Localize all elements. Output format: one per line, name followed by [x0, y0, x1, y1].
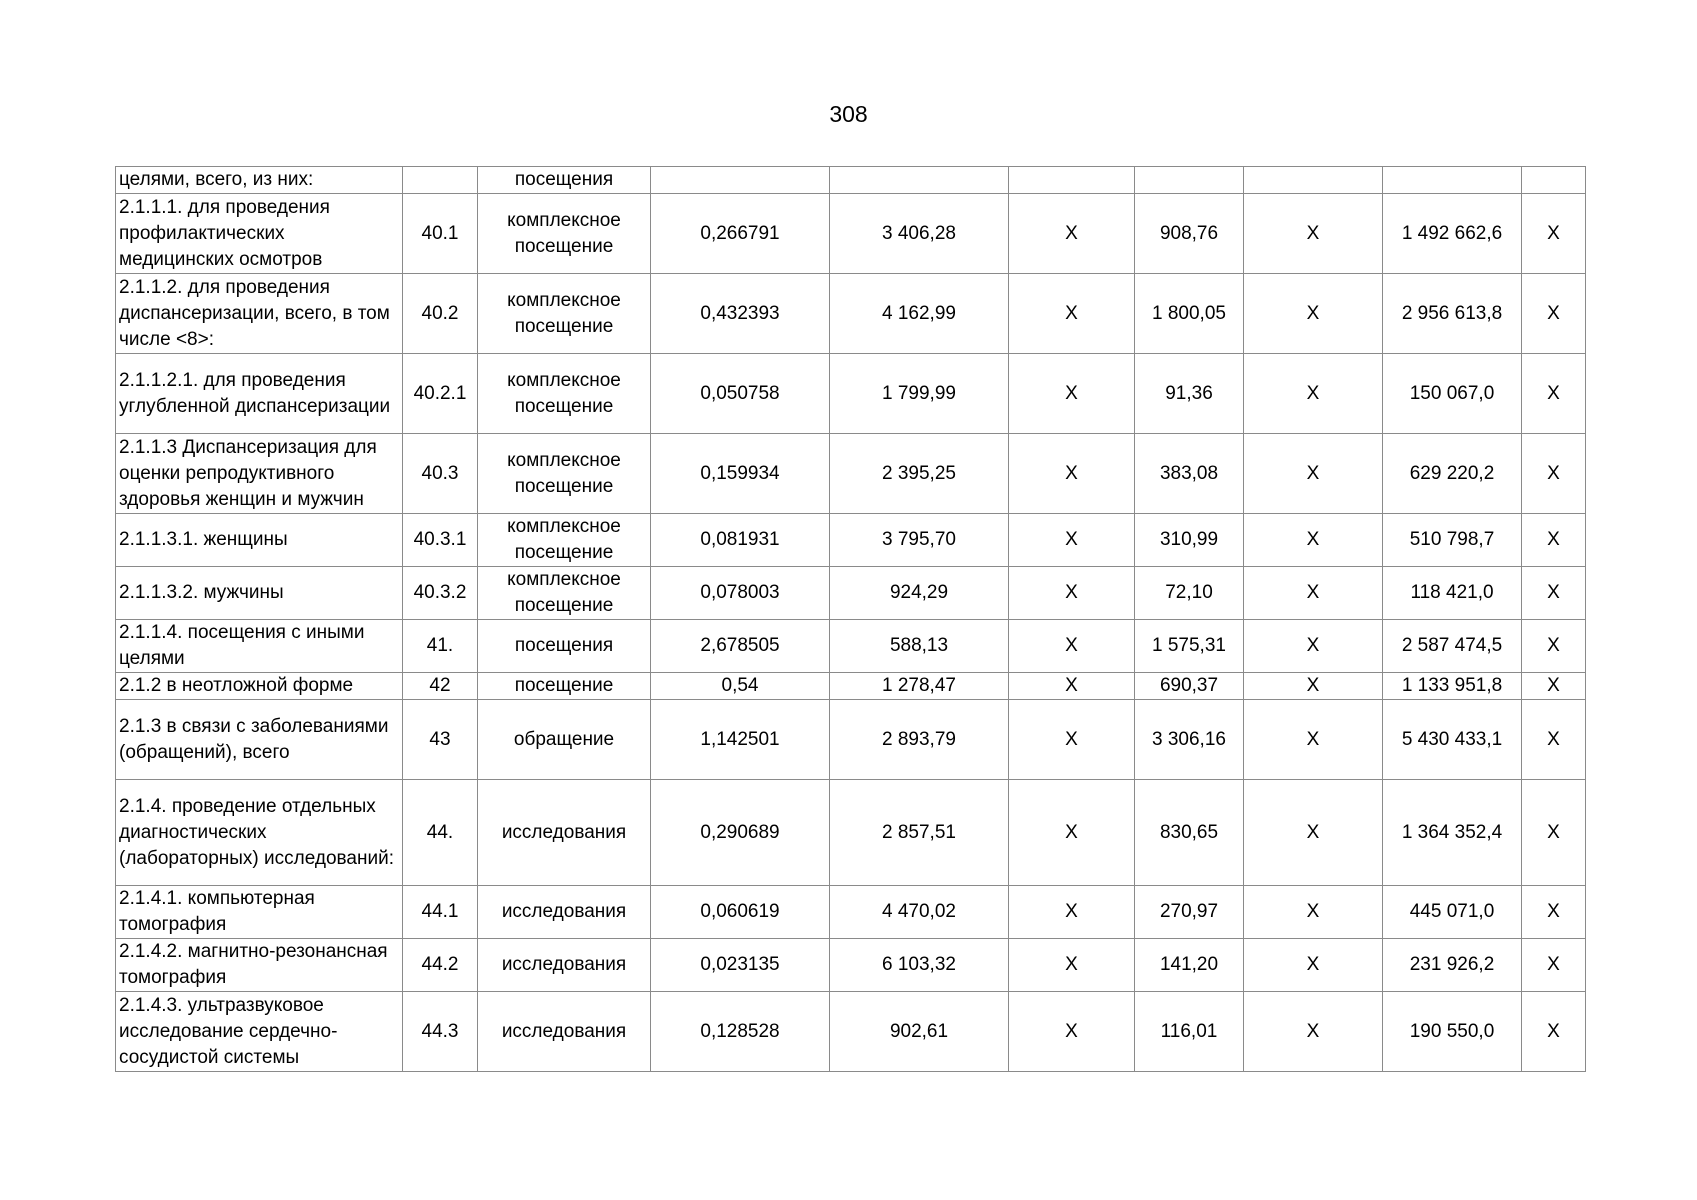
- row-value-cell: 445 071,0: [1383, 886, 1522, 939]
- row-value-cell: 4 162,99: [830, 274, 1009, 354]
- row-value-cell: Х: [1244, 886, 1383, 939]
- row-value-cell: [1522, 167, 1586, 194]
- row-value-cell: 3 795,70: [830, 514, 1009, 567]
- row-value-cell: [1383, 167, 1522, 194]
- row-unit-cell: комплексное посещение: [478, 567, 651, 620]
- row-name-cell: 2.1.4. проведение отдельных диагностических (лабораторных) исследований:: [116, 780, 403, 886]
- row-value-cell: Х: [1522, 886, 1586, 939]
- row-code-cell: 42: [403, 673, 478, 700]
- row-code-cell: 40.2.1: [403, 354, 478, 434]
- row-value-cell: 1 278,47: [830, 673, 1009, 700]
- row-code-cell: 40.3.1: [403, 514, 478, 567]
- row-value-cell: Х: [1009, 939, 1135, 992]
- row-value-cell: Х: [1522, 620, 1586, 673]
- row-value-cell: Х: [1244, 620, 1383, 673]
- row-value-cell: Х: [1522, 194, 1586, 274]
- row-value-cell: Х: [1009, 567, 1135, 620]
- row-code-cell: 41.: [403, 620, 478, 673]
- table-row: [116, 514, 1586, 567]
- row-name-cell: 2.1.1.3.1. женщины: [116, 514, 403, 567]
- row-value-cell: 0,081931: [651, 514, 830, 567]
- row-unit-cell: исследования: [478, 992, 651, 1072]
- row-value-cell: Х: [1009, 194, 1135, 274]
- row-unit-cell: комплексное посещение: [478, 354, 651, 434]
- row-value-cell: Х: [1244, 274, 1383, 354]
- row-name-cell: 2.1.1.4. посещения с иными целями: [116, 620, 403, 673]
- table-row: [116, 780, 1586, 886]
- row-unit-cell: исследования: [478, 886, 651, 939]
- row-value-cell: Х: [1244, 780, 1383, 886]
- row-value-cell: Х: [1522, 354, 1586, 434]
- table-row: [116, 274, 1586, 354]
- row-value-cell: 510 798,7: [1383, 514, 1522, 567]
- row-value-cell: Х: [1009, 514, 1135, 567]
- row-unit-cell: комплексное посещение: [478, 514, 651, 567]
- table-row: [116, 620, 1586, 673]
- row-value-cell: 924,29: [830, 567, 1009, 620]
- table-row: [116, 700, 1586, 780]
- row-value-cell: 2 857,51: [830, 780, 1009, 886]
- row-value-cell: Х: [1522, 700, 1586, 780]
- row-value-cell: 0,290689: [651, 780, 830, 886]
- page-number: 308: [829, 101, 868, 127]
- row-value-cell: 2 587 474,5: [1383, 620, 1522, 673]
- row-value-cell: Х: [1009, 673, 1135, 700]
- row-value-cell: 6 103,32: [830, 939, 1009, 992]
- row-value-cell: 0,54: [651, 673, 830, 700]
- row-value-cell: Х: [1244, 992, 1383, 1072]
- row-value-cell: Х: [1009, 620, 1135, 673]
- row-value-cell: 0,266791: [651, 194, 830, 274]
- table-row: [116, 673, 1586, 700]
- row-unit-cell: комплексное посещение: [478, 434, 651, 514]
- row-value-cell: 72,10: [1135, 567, 1244, 620]
- row-name-cell: целями, всего, из них:: [116, 167, 403, 194]
- row-value-cell: 5 430 433,1: [1383, 700, 1522, 780]
- row-value-cell: Х: [1244, 434, 1383, 514]
- row-name-cell: 2.1.4.3. ультразвуковое исследование сердечно-сосудистой системы: [116, 992, 403, 1072]
- row-value-cell: 0,078003: [651, 567, 830, 620]
- row-value-cell: Х: [1244, 567, 1383, 620]
- row-value-cell: 3 306,16: [1135, 700, 1244, 780]
- row-name-cell: 2.1.1.1. для проведения профилактических медицинских осмотров: [116, 194, 403, 274]
- row-code-cell: 40.1: [403, 194, 478, 274]
- row-value-cell: 690,37: [1135, 673, 1244, 700]
- row-value-cell: 0,432393: [651, 274, 830, 354]
- row-value-cell: Х: [1244, 354, 1383, 434]
- row-value-cell: 0,128528: [651, 992, 830, 1072]
- row-value-cell: Х: [1009, 886, 1135, 939]
- row-value-cell: 0,060619: [651, 886, 830, 939]
- row-value-cell: Х: [1009, 434, 1135, 514]
- row-unit-cell: исследования: [478, 780, 651, 886]
- row-code-cell: 44.3: [403, 992, 478, 1072]
- row-value-cell: Х: [1522, 274, 1586, 354]
- row-value-cell: 118 421,0: [1383, 567, 1522, 620]
- row-unit-cell: комплексное посещение: [478, 194, 651, 274]
- row-code-cell: 44.2: [403, 939, 478, 992]
- row-code-cell: 40.3: [403, 434, 478, 514]
- row-name-cell: 2.1.1.3 Диспансеризация для оценки репродуктивного здоровья женщин и мужчин: [116, 434, 403, 514]
- row-code-cell: 44.1: [403, 886, 478, 939]
- row-unit-cell: посещение: [478, 673, 651, 700]
- row-value-cell: 2 956 613,8: [1383, 274, 1522, 354]
- row-value-cell: 0,159934: [651, 434, 830, 514]
- row-value-cell: 383,08: [1135, 434, 1244, 514]
- row-value-cell: 2 893,79: [830, 700, 1009, 780]
- row-name-cell: 2.1.4.1. компьютерная томография: [116, 886, 403, 939]
- row-name-cell: 2.1.3 в связи с заболеваниями (обращений), всего: [116, 700, 403, 780]
- row-value-cell: Х: [1522, 673, 1586, 700]
- row-value-cell: 91,36: [1135, 354, 1244, 434]
- row-value-cell: Х: [1244, 194, 1383, 274]
- table-row: [116, 354, 1586, 434]
- row-code-cell: 40.3.2: [403, 567, 478, 620]
- row-value-cell: [1244, 167, 1383, 194]
- row-unit-cell: посещения: [478, 167, 651, 194]
- row-value-cell: 141,20: [1135, 939, 1244, 992]
- row-value-cell: 2 395,25: [830, 434, 1009, 514]
- row-value-cell: 231 926,2: [1383, 939, 1522, 992]
- row-unit-cell: исследования: [478, 939, 651, 992]
- row-code-cell: 43: [403, 700, 478, 780]
- row-value-cell: 310,99: [1135, 514, 1244, 567]
- row-name-cell: 2.1.1.2.1. для проведения углубленной диспансеризации: [116, 354, 403, 434]
- row-value-cell: 4 470,02: [830, 886, 1009, 939]
- table-row: [116, 194, 1586, 274]
- row-value-cell: Х: [1522, 780, 1586, 886]
- row-value-cell: [830, 167, 1009, 194]
- row-value-cell: 0,050758: [651, 354, 830, 434]
- row-value-cell: Х: [1522, 514, 1586, 567]
- row-value-cell: Х: [1244, 939, 1383, 992]
- row-value-cell: 1 492 662,6: [1383, 194, 1522, 274]
- row-value-cell: [651, 167, 830, 194]
- row-value-cell: 1 575,31: [1135, 620, 1244, 673]
- row-value-cell: Х: [1244, 673, 1383, 700]
- row-value-cell: 1 800,05: [1135, 274, 1244, 354]
- row-value-cell: 270,97: [1135, 886, 1244, 939]
- table-row: [116, 434, 1586, 514]
- row-value-cell: 1 133 951,8: [1383, 673, 1522, 700]
- row-value-cell: 150 067,0: [1383, 354, 1522, 434]
- row-value-cell: 1 364 352,4: [1383, 780, 1522, 886]
- row-value-cell: 908,76: [1135, 194, 1244, 274]
- row-value-cell: Х: [1009, 780, 1135, 886]
- row-unit-cell: обращение: [478, 700, 651, 780]
- row-value-cell: Х: [1009, 274, 1135, 354]
- table-row: [116, 992, 1586, 1072]
- row-value-cell: Х: [1244, 700, 1383, 780]
- row-unit-cell: посещения: [478, 620, 651, 673]
- row-value-cell: Х: [1522, 939, 1586, 992]
- row-name-cell: 2.1.1.3.2. мужчины: [116, 567, 403, 620]
- table-row: [116, 567, 1586, 620]
- row-value-cell: Х: [1009, 992, 1135, 1072]
- row-code-cell: 44.: [403, 780, 478, 886]
- row-value-cell: Х: [1244, 514, 1383, 567]
- tariff-table: [115, 166, 1586, 1072]
- row-value-cell: 0,023135: [651, 939, 830, 992]
- row-value-cell: 116,01: [1135, 992, 1244, 1072]
- row-value-cell: Х: [1522, 434, 1586, 514]
- row-value-cell: 1,142501: [651, 700, 830, 780]
- row-value-cell: 190 550,0: [1383, 992, 1522, 1072]
- row-value-cell: Х: [1522, 992, 1586, 1072]
- table-row: [116, 167, 1586, 194]
- table-row: [116, 939, 1586, 992]
- row-value-cell: Х: [1009, 354, 1135, 434]
- row-value-cell: 629 220,2: [1383, 434, 1522, 514]
- row-code-cell: [403, 167, 478, 194]
- row-code-cell: 40.2: [403, 274, 478, 354]
- row-value-cell: 830,65: [1135, 780, 1244, 886]
- row-value-cell: Х: [1009, 700, 1135, 780]
- row-value-cell: [1009, 167, 1135, 194]
- row-name-cell: 2.1.2 в неотложной форме: [116, 673, 403, 700]
- row-name-cell: 2.1.4.2. магнитно-резонансная томография: [116, 939, 403, 992]
- row-value-cell: 588,13: [830, 620, 1009, 673]
- table-row: [116, 886, 1586, 939]
- row-unit-cell: комплексное посещение: [478, 274, 651, 354]
- row-value-cell: Х: [1522, 567, 1586, 620]
- row-value-cell: 1 799,99: [830, 354, 1009, 434]
- row-value-cell: 902,61: [830, 992, 1009, 1072]
- row-name-cell: 2.1.1.2. для проведения диспансеризации, всего, в том числе <8>:: [116, 274, 403, 354]
- row-value-cell: [1135, 167, 1244, 194]
- row-value-cell: 2,678505: [651, 620, 830, 673]
- row-value-cell: 3 406,28: [830, 194, 1009, 274]
